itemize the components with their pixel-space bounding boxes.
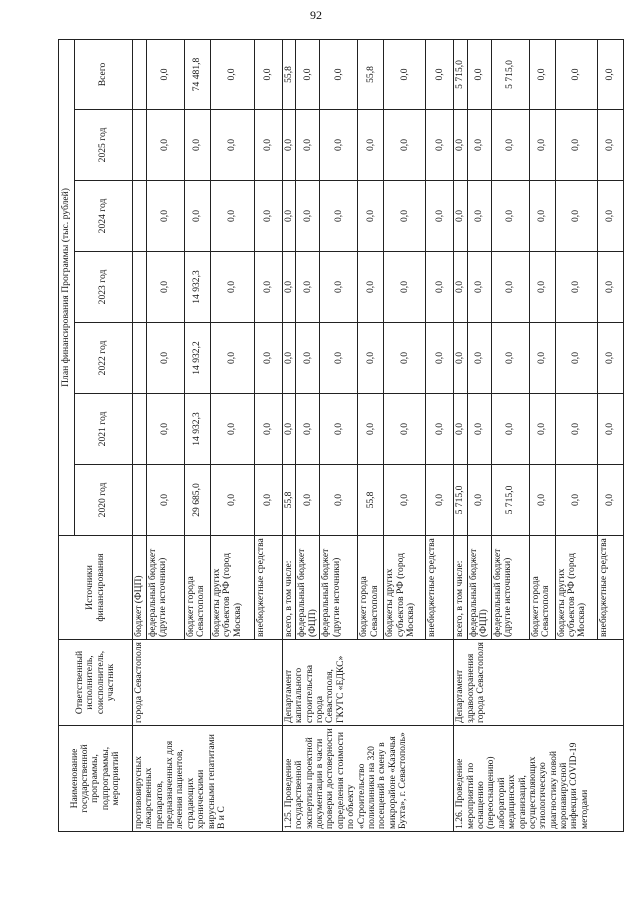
value-year: 0,0 — [147, 323, 185, 394]
responsible-executor: города Севастополя — [133, 640, 283, 726]
value-year: 0,0 — [255, 110, 283, 181]
value-total: 0,0 — [426, 39, 454, 109]
header-sources: Источники финансирования — [59, 536, 133, 640]
value-year: 0,0 — [358, 394, 384, 465]
value-year: 0,0 — [597, 181, 623, 252]
value-year: 14 932,2 — [185, 323, 211, 394]
financing-source: федеральный бюджет (другие источники) — [147, 536, 185, 640]
value-year: 55,8 — [358, 465, 384, 536]
value-year: 0,0 — [147, 394, 185, 465]
value-total: 5 715,0 — [454, 39, 467, 109]
value-year: 0,0 — [454, 394, 467, 465]
financing-source: федеральный бюджет (другие источники) — [491, 536, 529, 640]
header-year: 2025 год — [75, 110, 133, 181]
value-year: 0,0 — [358, 181, 384, 252]
value-year: 0,0 — [491, 252, 529, 323]
financing-source: всего, в том числе: — [454, 536, 467, 640]
table-row — [133, 39, 147, 831]
header-year: 2020 год — [75, 465, 133, 536]
value-year: 0,0 — [454, 252, 467, 323]
header-name: Наименование государственной программы, подпрограммы, мероприятий — [59, 726, 133, 832]
value-total: 0,0 — [296, 39, 320, 109]
value-year: 0,0 — [529, 323, 555, 394]
financing-source: бюджеты других субъектов РФ (город Москва) — [555, 536, 597, 640]
value-year: 0,0 — [467, 110, 491, 181]
value-year: 0,0 — [426, 465, 454, 536]
value-year: 0,0 — [426, 252, 454, 323]
value-year: 0,0 — [296, 110, 320, 181]
value-year: 0,0 — [467, 252, 491, 323]
value-year: 0,0 — [185, 110, 211, 181]
value-year: 0,0 — [597, 252, 623, 323]
value-year: 0,0 — [555, 110, 597, 181]
value-year: 0,0 — [320, 110, 358, 181]
value-total: 55,8 — [358, 39, 384, 109]
page-number: 92 — [310, 8, 322, 22]
value-year: 0,0 — [283, 394, 296, 465]
table-row — [454, 39, 467, 831]
value-year: 0,0 — [296, 465, 320, 536]
value-year: 0,0 — [384, 252, 426, 323]
responsible-executor: Департамент здравоохранения города Севастополя — [454, 640, 623, 726]
value-year: 0,0 — [454, 181, 467, 252]
value-total: 0,0 — [467, 39, 491, 109]
value-year: 0,0 — [467, 323, 491, 394]
header-year: 2023 год — [75, 252, 133, 323]
value-total: 0,0 — [147, 39, 185, 109]
value-year: 0,0 — [491, 394, 529, 465]
value-year — [133, 110, 147, 181]
value-total: 74 481,8 — [185, 39, 211, 109]
measure-name: противовирусных лекарственных препаратов, предназначенных для лечения пациентов, страдающих хроническими вирусными гепатитами В и С — [133, 726, 283, 832]
financing-source: федеральный бюджет (ФЦП) — [467, 536, 491, 640]
value-year: 0,0 — [211, 110, 255, 181]
financing-source: бюджет (ФЦП) — [133, 536, 147, 640]
header-total: Всего — [75, 39, 133, 109]
measure-name: 1.25. Проведение государственной экспертизы проектной документации в части проверки достоверности определения стоимости по объекту «Строительство поликлиники на 320 посещений в смену в микрорайоне «Казачья Бухта», г. Севастополь» — [283, 726, 454, 832]
financing-source: бюджет города Севастополя — [529, 536, 555, 640]
value-year: 0,0 — [211, 181, 255, 252]
value-total: 0,0 — [384, 39, 426, 109]
financing-source: федеральный бюджет (ФЦП) — [296, 536, 320, 640]
value-year: 0,0 — [529, 110, 555, 181]
value-year: 0,0 — [358, 110, 384, 181]
measure-name: 1.26. Проведение мероприятий по оснащению (переоснащению) лабораторий медицинских организаций, осуществляющих этиологическую диагностику новой коронавирусной инфекции COVID-19 методами — [454, 726, 623, 832]
value-year: 0,0 — [426, 394, 454, 465]
financing-source: бюджет города Севастополя — [358, 536, 384, 640]
rotated-page — [58, 40, 616, 832]
value-total: 0,0 — [529, 39, 555, 109]
value-year: 0,0 — [255, 323, 283, 394]
value-year: 0,0 — [211, 465, 255, 536]
value-year: 0,0 — [384, 181, 426, 252]
value-year: 0,0 — [255, 252, 283, 323]
financing-source: внебюджетные средства — [597, 536, 623, 640]
value-year — [133, 394, 147, 465]
header-year: 2021 год — [75, 394, 133, 465]
financing-source: бюджет города Севастополя — [185, 536, 211, 640]
financing-source: федеральный бюджет (другие источники) — [320, 536, 358, 640]
value-year: 0,0 — [283, 110, 296, 181]
value-year — [133, 181, 147, 252]
value-year: 0,0 — [529, 181, 555, 252]
value-year: 0,0 — [185, 181, 211, 252]
value-year: 0,0 — [384, 394, 426, 465]
value-year: 0,0 — [147, 252, 185, 323]
value-total: 5 715,0 — [491, 39, 529, 109]
value-year: 0,0 — [255, 465, 283, 536]
financing-source: внебюджетные средства — [426, 536, 454, 640]
value-year: 0,0 — [211, 394, 255, 465]
value-year: 14 932,3 — [185, 394, 211, 465]
responsible-executor: Департамент капитального строительства города Севастополя, ГКУГС «ЕДКС» — [283, 640, 454, 726]
header-responsible: Ответственный исполнитель, соисполнитель, участник — [59, 640, 133, 726]
value-year: 5 715,0 — [454, 465, 467, 536]
value-year: 0,0 — [597, 110, 623, 181]
header-plan: План финансирования Программы (тыс. рублей) — [59, 39, 75, 535]
financing-source: бюджеты других субъектов РФ (город Москва) — [211, 536, 255, 640]
value-total: 0,0 — [555, 39, 597, 109]
value-year: 0,0 — [296, 394, 320, 465]
value-year: 0,0 — [491, 110, 529, 181]
value-year: 0,0 — [320, 252, 358, 323]
value-year: 0,0 — [491, 323, 529, 394]
value-year: 0,0 — [529, 394, 555, 465]
financing-source: всего, в том числе: — [283, 536, 296, 640]
value-year: 0,0 — [211, 252, 255, 323]
value-year: 0,0 — [320, 323, 358, 394]
value-year: 0,0 — [283, 323, 296, 394]
value-year: 0,0 — [296, 323, 320, 394]
value-year: 0,0 — [358, 252, 384, 323]
value-year: 0,0 — [597, 394, 623, 465]
value-year: 0,0 — [454, 110, 467, 181]
value-year: 0,0 — [358, 323, 384, 394]
value-year: 0,0 — [555, 252, 597, 323]
value-year: 0,0 — [384, 465, 426, 536]
header-year: 2024 год — [75, 181, 133, 252]
financing-source: внебюджетные средства — [255, 536, 283, 640]
value-year: 0,0 — [211, 323, 255, 394]
value-year: 0,0 — [529, 465, 555, 536]
value-year: 0,0 — [147, 465, 185, 536]
value-year: 0,0 — [467, 181, 491, 252]
financing-table — [58, 39, 624, 832]
value-year: 0,0 — [597, 323, 623, 394]
value-year: 0,0 — [320, 465, 358, 536]
value-year: 0,0 — [426, 323, 454, 394]
value-year: 0,0 — [320, 181, 358, 252]
value-year: 0,0 — [555, 323, 597, 394]
table-viewport — [58, 40, 616, 832]
value-year: 0,0 — [529, 252, 555, 323]
value-year: 0,0 — [555, 394, 597, 465]
value-year: 55,8 — [283, 465, 296, 536]
table-row — [283, 39, 296, 831]
value-year: 0,0 — [555, 181, 597, 252]
value-year — [133, 465, 147, 536]
value-year: 0,0 — [454, 323, 467, 394]
value-year: 29 685,0 — [185, 465, 211, 536]
value-year: 0,0 — [555, 465, 597, 536]
value-year: 0,0 — [597, 465, 623, 536]
value-total: 0,0 — [255, 39, 283, 109]
value-year: 0,0 — [147, 110, 185, 181]
financing-source: бюджеты других субъектов РФ (город Москва) — [384, 536, 426, 640]
value-year: 0,0 — [320, 394, 358, 465]
value-year: 0,0 — [426, 181, 454, 252]
value-year: 14 932,3 — [185, 252, 211, 323]
value-year: 0,0 — [384, 110, 426, 181]
value-total: 0,0 — [211, 39, 255, 109]
value-year — [133, 323, 147, 394]
value-year: 0,0 — [467, 394, 491, 465]
value-year: 0,0 — [283, 252, 296, 323]
value-year: 0,0 — [283, 181, 296, 252]
value-total: 0,0 — [320, 39, 358, 109]
value-year: 0,0 — [255, 181, 283, 252]
value-year: 0,0 — [296, 252, 320, 323]
value-year: 0,0 — [491, 181, 529, 252]
value-year: 0,0 — [147, 181, 185, 252]
value-total: 55,8 — [283, 39, 296, 109]
value-year: 0,0 — [255, 394, 283, 465]
value-year — [133, 252, 147, 323]
header-year: 2022 год — [75, 323, 133, 394]
value-year: 0,0 — [384, 323, 426, 394]
table-body — [133, 39, 624, 831]
value-year: 0,0 — [426, 110, 454, 181]
value-total: 0,0 — [597, 39, 623, 109]
value-year: 0,0 — [467, 465, 491, 536]
value-total — [133, 39, 147, 109]
value-year: 0,0 — [296, 181, 320, 252]
value-year: 5 715,0 — [491, 465, 529, 536]
